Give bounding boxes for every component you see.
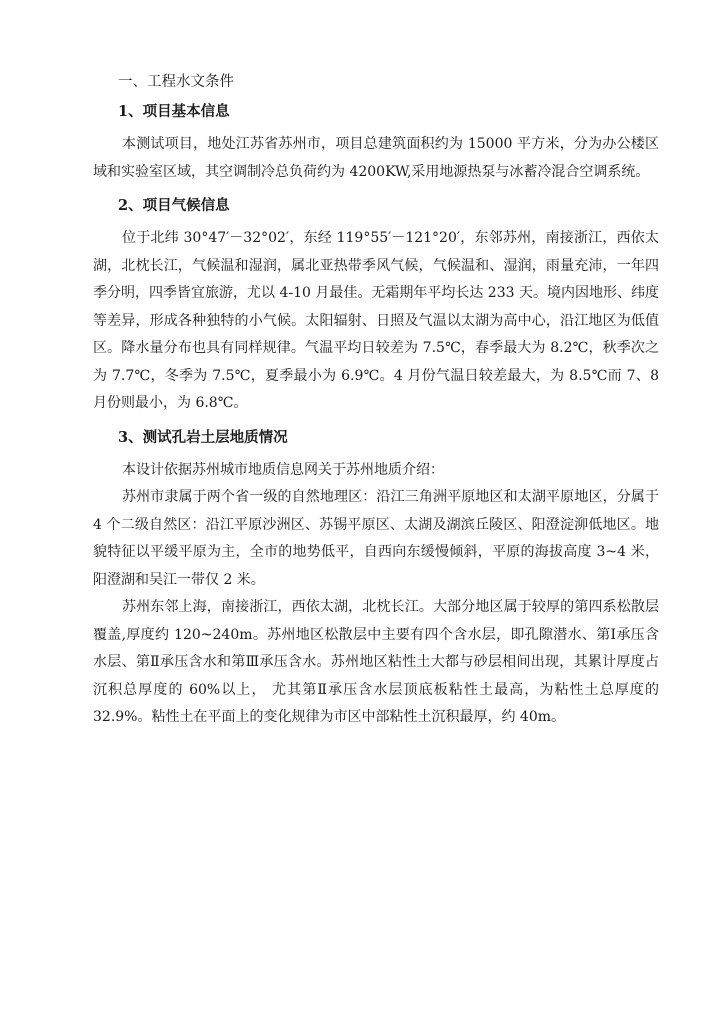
document-body xyxy=(93,70,659,732)
subsection-heading-project-info: 1、项目基本信息 xyxy=(118,103,230,120)
paragraph-geology-intro: 本设计依据苏州城市地质信息网关于苏州地质介绍： xyxy=(122,461,444,478)
subsection-heading-geology: 3、测试孔岩土层地质情况 xyxy=(118,428,288,446)
paragraph-climate: 位于北纬 30°47′－32°02′，东经 119°55′－121°20′，东邻苏州，南接浙江，西依太湖，北枕长江，气候温和湿润，属北亚热带季风气候，气候温和、湿润，雨量充沛，一年四季分明，四季皆宜旅游，尤以 4-10 月最佳。无霜期年平均长达 233 天。境内因地形、纬度等差异，形成各种独特的小气候。太阳辐射、日照及气温以太湖为高中心，沿江地区为低值区。降水量分布也具有同样规律。气温平均日较差为 7.5℃，春季最大为 8.2℃，秋季次之为 7.7℃，冬季为 7.5℃，夏季最小为 6.9℃。4 月份气温日较差最大，为 8.5℃而 7、8 月份则最小，为 6.8℃。 xyxy=(93,230,659,411)
paragraph-geology-aquifers: 苏州东邻上海，南接浙江，西依太湖，北枕长江。大部分地区属于较厚的第四系松散层覆盖,厚度约 120~240m。苏州地区松散层中主要有四个含水层，即孔隙潜水、第Ⅰ承压含水层、第Ⅱ承压含水和第Ⅲ承压含水。苏州地区粘性土大都与砂层相间出现，其累计厚度占沉积总厚度的 60%以上， 尤其第Ⅱ承压含水层顶底板粘性土最高，为粘性土总厚度的 32.9%。粘性土在平面上的变化规律为市区中部粘性土沉积最厚，约 40m。 xyxy=(93,599,659,725)
section-title: 一、工程水文条件 xyxy=(118,74,234,90)
subsection-heading-climate: 2、项目气候信息 xyxy=(118,197,230,214)
paragraph-geology-regions: 苏州市隶属于两个省一级的自然地理区：沿江三角洲平原地区和太湖平原地区，分属于 4 个二级自然区：沿江平原沙洲区、苏锡平原区、太湖及湖滨丘陵区、阳澄淀泖低地区。地貌特征以平缓平原为主，全市的地势低平，自西向东缓慢倾斜，平原的海拔高度 3~4 米，阳澄湖和吴江一带仅 2 米。 xyxy=(93,489,659,588)
paragraph-project-info: 本测试项目，地处江苏省苏州市，项目总建筑面积约为 15000 平方米，分为办公楼区域和实验室区域，其空调制冷总负荷约为 4200KW,采用地源热泵与冰蓄冷混合空调系统。 xyxy=(93,136,659,180)
